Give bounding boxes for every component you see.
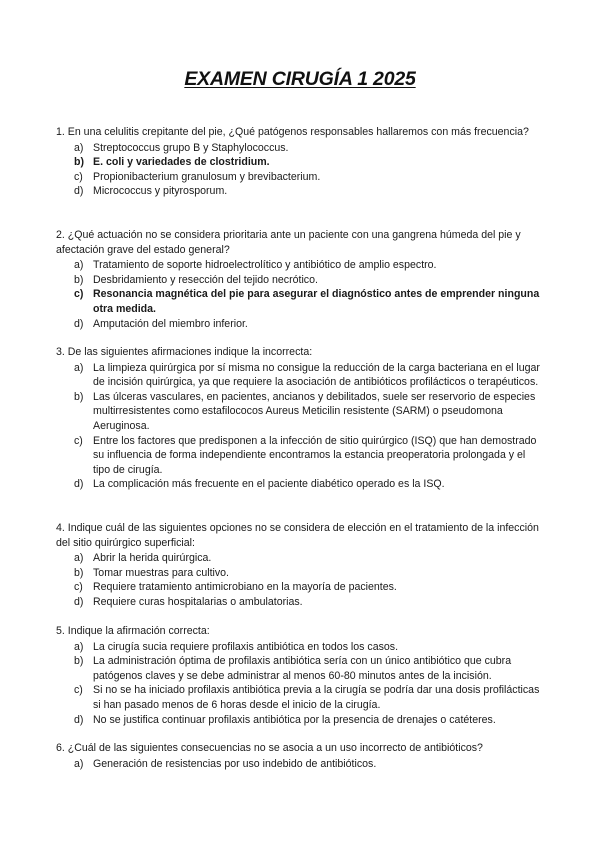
option-text: La cirugía sucia requiere profilaxis antibiótica en todos los casos. [93,640,399,653]
question-text: 3. De las siguientes afirmaciones indique la incorrecta: [56,346,313,358]
option-d [56,595,544,610]
option-a [56,640,544,655]
question-text: 1. En una celulitis crepitante del pie, ¿Qué patógenos responsables hallaremos con más frecuencia? [56,126,529,138]
option-letter: a) [74,552,84,565]
question-5 [56,624,544,727]
option-list [56,640,544,728]
option-b-marked [56,155,544,170]
option-letter: b) [74,390,84,403]
option-letter: d) [74,317,84,330]
question-1 [56,125,544,199]
option-text: No se justifica continuar profilaxis antibiótica por la presencia de drenajes o catéteres. [93,713,496,726]
option-d [56,713,544,728]
option-letter: b) [74,273,84,286]
option-letter: b) [74,156,84,169]
option-letter: d) [74,478,84,491]
option-letter: c) [74,434,83,447]
option-d [56,184,544,199]
option-b [56,390,544,434]
option-text: Tomar muestras para cultivo. [93,566,230,579]
option-text: E. coli y variedades de clostridium. [93,156,270,169]
option-c [56,580,544,595]
question-text: 4. Indique cuál de las siguientes opciones no se considera de elección en el tratamiento de la infección del sitio quirúrgico superficial: [56,522,539,549]
option-c [56,170,544,185]
option-letter: a) [74,141,84,154]
option-letter: c) [74,684,83,697]
option-list [56,141,544,199]
question-text: 2. ¿Qué actuación no se considera prioritaria ante un paciente con una gangrena húmeda del pie y afectación grave del estado general? [56,229,521,256]
option-list [56,361,544,492]
question-text: 5. Indique la afirmación correcta: [56,625,210,637]
question-text: 6. ¿Cuál de las siguientes consecuencias no se asocia a un uso incorrecto de antibióticos? [56,742,483,754]
option-text: Resonancia magnética del pie para asegurar el diagnóstico antes de emprender ninguna otra medida. [93,288,540,315]
option-text: La administración óptima de profilaxis antibiótica sería con un único antibiótico que cubra patógenos claves y se debe administrar al menos 60-80 minutos antes de la incisión. [93,655,512,682]
exam-title: EXAMEN CIRUGÍA 1 2025 [184,68,416,90]
option-letter: b) [74,566,84,579]
option-letter: a) [74,757,84,770]
option-a [56,141,544,156]
option-text: La limpieza quirúrgica por sí misma no consigue la reducción de la carga bacteriana en el lugar de incisión quirúrgica, ya que requiere la asociación de antibióticos profilácticos o terapéuticos. [93,361,540,389]
option-text: Tratamiento de soporte hidroelectrolítico y antibiótico de amplio espectro. [93,259,437,272]
option-list [56,551,544,609]
option-letter: b) [74,655,84,668]
option-a [56,258,544,273]
option-list [56,757,544,772]
option-letter: a) [74,640,84,653]
option-text: La complicación más frecuente en el paciente diabético operado es la ISQ. [93,478,445,491]
question-4 [56,521,544,610]
option-text: Micrococcus y pityrosporum. [93,185,228,198]
option-text: Amputación del miembro inferior. [93,317,248,330]
option-text: Requiere curas hospitalarias o ambulatorias. [93,595,303,608]
question-6 [56,741,544,771]
option-letter: d) [74,713,84,726]
option-list [56,258,544,331]
option-c [56,434,544,478]
question-2 [56,228,544,331]
option-text: Entre los factores que predisponen a la infección de sitio quirúrgico (ISQ) que han demostrado su influencia de forma independiente encontramos la estancia preoperatoria prolongada y el tipo de cirugía. [93,434,537,476]
option-letter: c) [74,288,84,301]
option-text: Abrir la herida quirúrgica. [93,552,212,565]
option-letter: c) [74,170,83,183]
question-3 [56,345,544,492]
option-text: Las úlceras vasculares, en pacientes, ancianos y debilitados, suele ser reservorio de especies multirresistentes como estafilococos Aureus Meticilin resistente (SARM) o pseudomona Aeruginosa. [93,390,536,432]
option-letter: d) [74,595,84,608]
option-c [56,683,544,712]
option-letter: a) [74,361,84,374]
option-text: Generación de resistencias por uso indebido de antibióticos. [93,757,377,770]
option-d [56,317,544,332]
option-text: Propionibacterium granulosum y brevibacterium. [93,170,321,183]
option-text: Si no se ha iniciado profilaxis antibiótica previa a la cirugía se podría dar una dosis profilácticas si han pasado menos de 6 horas desde el inicio de la cirugía. [93,684,540,711]
option-a [56,757,544,772]
option-letter: d) [74,185,84,198]
option-a [56,551,544,566]
option-letter: a) [74,259,84,272]
option-letter: c) [74,581,83,594]
option-text: Desbridamiento y resección del tejido necrótico. [93,273,318,286]
option-b [56,654,544,683]
option-b [56,566,544,581]
option-text: Requiere tratamiento antimicrobiano en la mayoría de pacientes. [93,581,397,594]
option-a [56,361,544,390]
option-c-marked [56,287,544,316]
option-b [56,273,544,288]
option-d [56,477,544,492]
option-text: Streptococcus grupo B y Staphylococcus. [93,141,289,154]
